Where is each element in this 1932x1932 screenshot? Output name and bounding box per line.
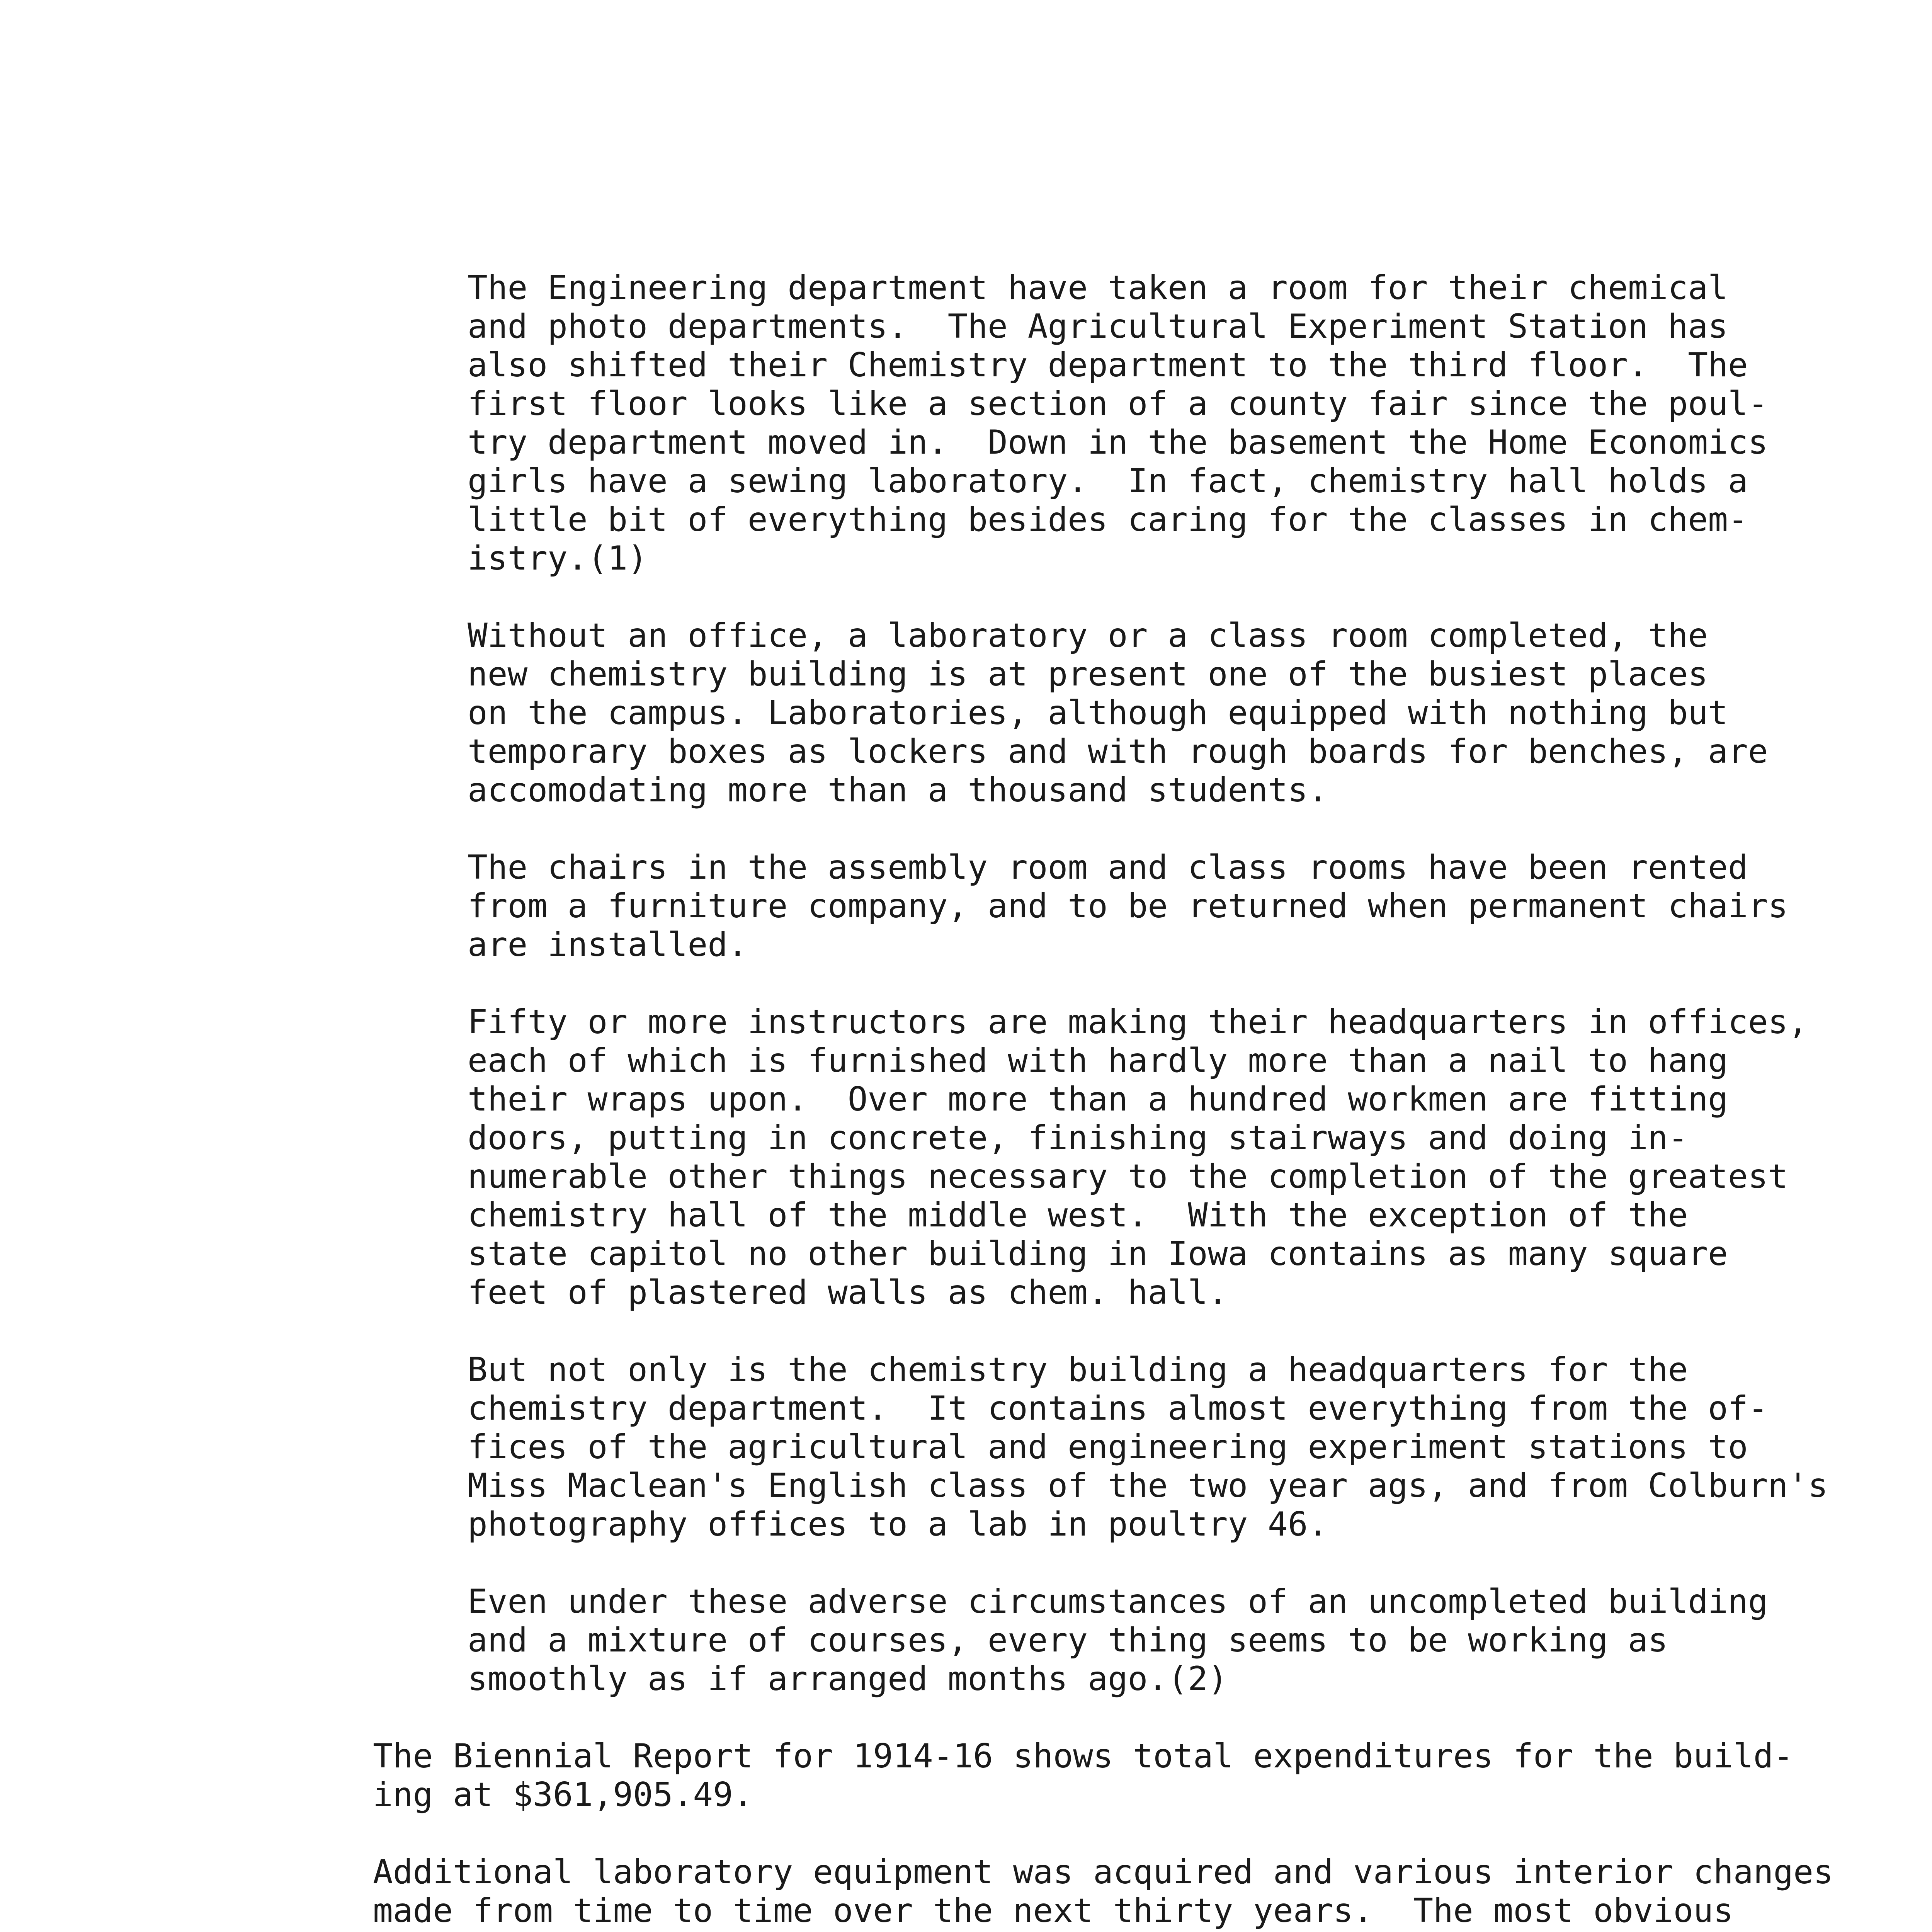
text-line: doors, putting in concrete, finishing stairways and doing in-	[468, 1119, 1688, 1157]
text-line: new chemistry building is at present one of the busiest places	[468, 655, 1708, 694]
text-line: istry.(1)	[468, 539, 648, 578]
text-line: temporary boxes as lockers and with rough boards for benches, are	[468, 732, 1768, 771]
text-line: Miss Maclean's English class of the two year ags, and from Colburn's	[468, 1466, 1828, 1505]
text-line: Even under these adverse circumstances of an uncompleted building	[468, 1582, 1768, 1621]
text-line: But not only is the chemistry building a headquarters for the	[468, 1350, 1688, 1389]
text-line: also shifted their Chemistry department to the third floor. The	[468, 346, 1748, 384]
text-line: try department moved in. Down in the basement the Home Economics	[468, 423, 1768, 462]
text-line: Additional laboratory equipment was acquired and various interior changes	[373, 1853, 1833, 1891]
text-line: fices of the agricultural and engineering experiment stations to	[468, 1428, 1748, 1466]
text-line: first floor looks like a section of a county fair since the poul-	[468, 384, 1768, 423]
text-line: The chairs in the assembly room and class rooms have been rented	[468, 848, 1748, 887]
text-line: made from time to time over the next thirty years. The most obvious	[373, 1891, 1733, 1930]
text-line: their wraps upon. Over more than a hundred workmen are fitting	[468, 1080, 1728, 1119]
text-line: chemistry hall of the middle west. With the exception of the	[468, 1196, 1688, 1235]
text-line: girls have a sewing laboratory. In fact, chemistry hall holds a	[468, 462, 1748, 500]
text-line: numerable other things necessary to the completion of the greatest	[468, 1157, 1788, 1196]
text-line: and photo departments. The Agricultural Experiment Station has	[468, 307, 1728, 346]
text-line: feet of plastered walls as chem. hall.	[468, 1273, 1228, 1312]
text-line: and a mixture of courses, every thing seems to be working as	[468, 1621, 1668, 1660]
text-line: The Biennial Report for 1914-16 shows total expenditures for the build-	[373, 1737, 1794, 1776]
text-line: state capitol no other building in Iowa contains as many square	[468, 1235, 1728, 1273]
text-line: little bit of everything besides caring for the classes in chem-	[468, 500, 1748, 539]
text-line: each of which is furnished with hardly more than a nail to hang	[468, 1041, 1728, 1080]
text-line: ing at $361,905.49.	[373, 1776, 753, 1814]
text-line: are installed.	[468, 925, 748, 964]
text-line: Without an office, a laboratory or a class room completed, the	[468, 616, 1708, 655]
text-line: on the campus. Laboratories, although equipped with nothing but	[468, 694, 1728, 732]
text-line: Fifty or more instructors are making their headquarters in offices,	[468, 1003, 1808, 1041]
text-line: photography offices to a lab in poultry 46.	[468, 1505, 1328, 1544]
text-line: The Engineering department have taken a room for their chemical	[468, 269, 1728, 307]
text-line: smoothly as if arranged months ago.(2)	[468, 1660, 1228, 1698]
text-line: accomodating more than a thousand students.	[468, 771, 1328, 810]
text-line: from a furniture company, and to be returned when permanent chairs	[468, 887, 1788, 925]
text-line: chemistry department. It contains almost everything from the of-	[468, 1389, 1768, 1428]
